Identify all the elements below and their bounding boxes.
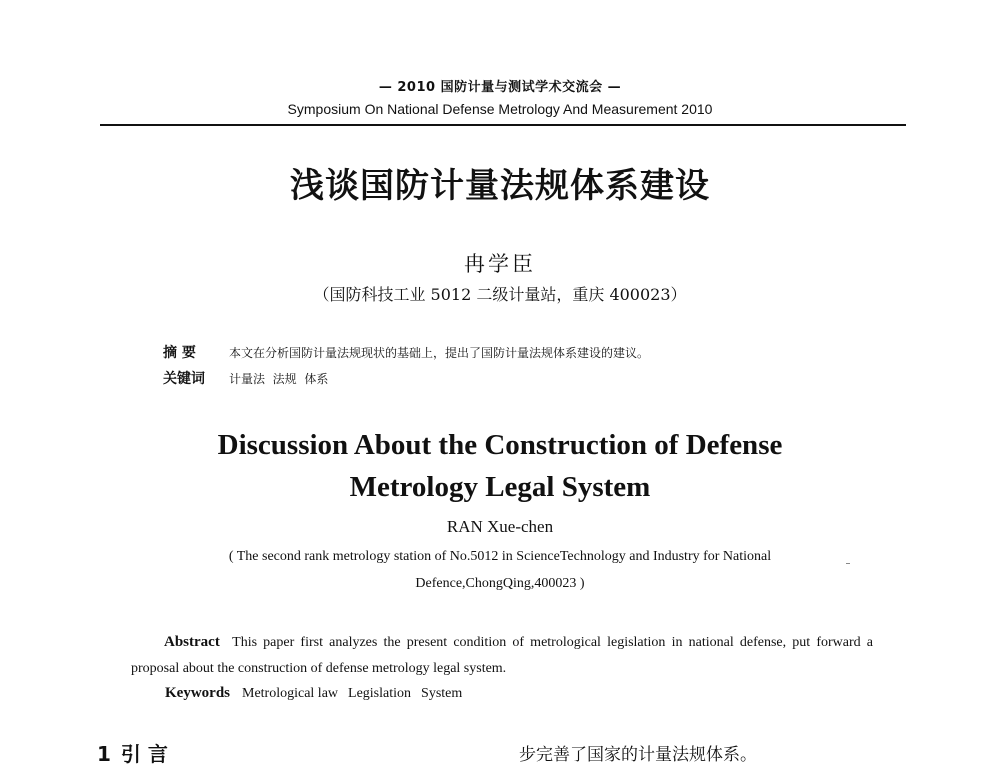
scan-speck: [846, 563, 850, 564]
conference-header-cn: — 2010 国防计量与测试学术交流会 —: [378, 80, 622, 95]
keywords-en-label: Keywords: [165, 685, 230, 701]
abstract-cn-text: 本文在分析国防计量法规现状的基础上，提出了国防计量法规体系建设的建议。: [229, 346, 650, 360]
keyword-en: Legislation: [348, 686, 412, 701]
keywords-cn-label: 关键词: [163, 371, 205, 387]
keyword-en: Metrological law: [242, 686, 339, 701]
keyword-cn: 法规: [272, 372, 297, 386]
body-text-right-column: 步完善了国家的计量法规体系。: [519, 745, 757, 765]
author-name-en: RAN Xue-chen: [446, 517, 554, 536]
keywords-en: [165, 685, 472, 702]
abstract-en-text: This paper first analyzes the present condition of metrological legislation in national defense, put forward a proposal about the construction of defense metrology legal system.: [131, 635, 873, 676]
section-number: 1: [97, 742, 111, 766]
abstract-cn: [163, 342, 649, 362]
paper-title-cn: 浅谈国防计量法规体系建设: [290, 166, 710, 206]
affiliation-en-line-1: ( The second rank metrology station of No.5012 in ScienceTechnology and Industry for National: [228, 549, 772, 564]
paper-title-en-line-2: Metrology Legal System: [349, 471, 651, 503]
paper-title-en-line-1: Discussion About the Construction of Defense: [217, 429, 783, 461]
section-heading-introduction: [97, 738, 168, 767]
section-title: 引 言: [120, 742, 168, 766]
keyword-cn: 体系: [304, 372, 329, 386]
affiliation-en-line-2: Defence,ChongQing,400023 ): [415, 576, 585, 591]
keyword-cn: 计量法: [229, 372, 266, 386]
conference-header-en: Symposium On National Defense Metrology And Measurement 2010: [287, 101, 713, 117]
author-name-cn: 冉学臣: [464, 252, 536, 276]
abstract-en: [131, 629, 873, 682]
affiliation-cn: （国防科技工业 5012 二级计量站，重庆 400023）: [313, 285, 687, 304]
paper-title-en: [0, 424, 1000, 508]
abstract-cn-label: 摘 要: [163, 345, 196, 361]
keyword-en: System: [421, 686, 463, 701]
keywords-cn: [163, 368, 328, 388]
header-divider: [100, 124, 906, 126]
abstract-en-label: Abstract: [164, 634, 220, 650]
